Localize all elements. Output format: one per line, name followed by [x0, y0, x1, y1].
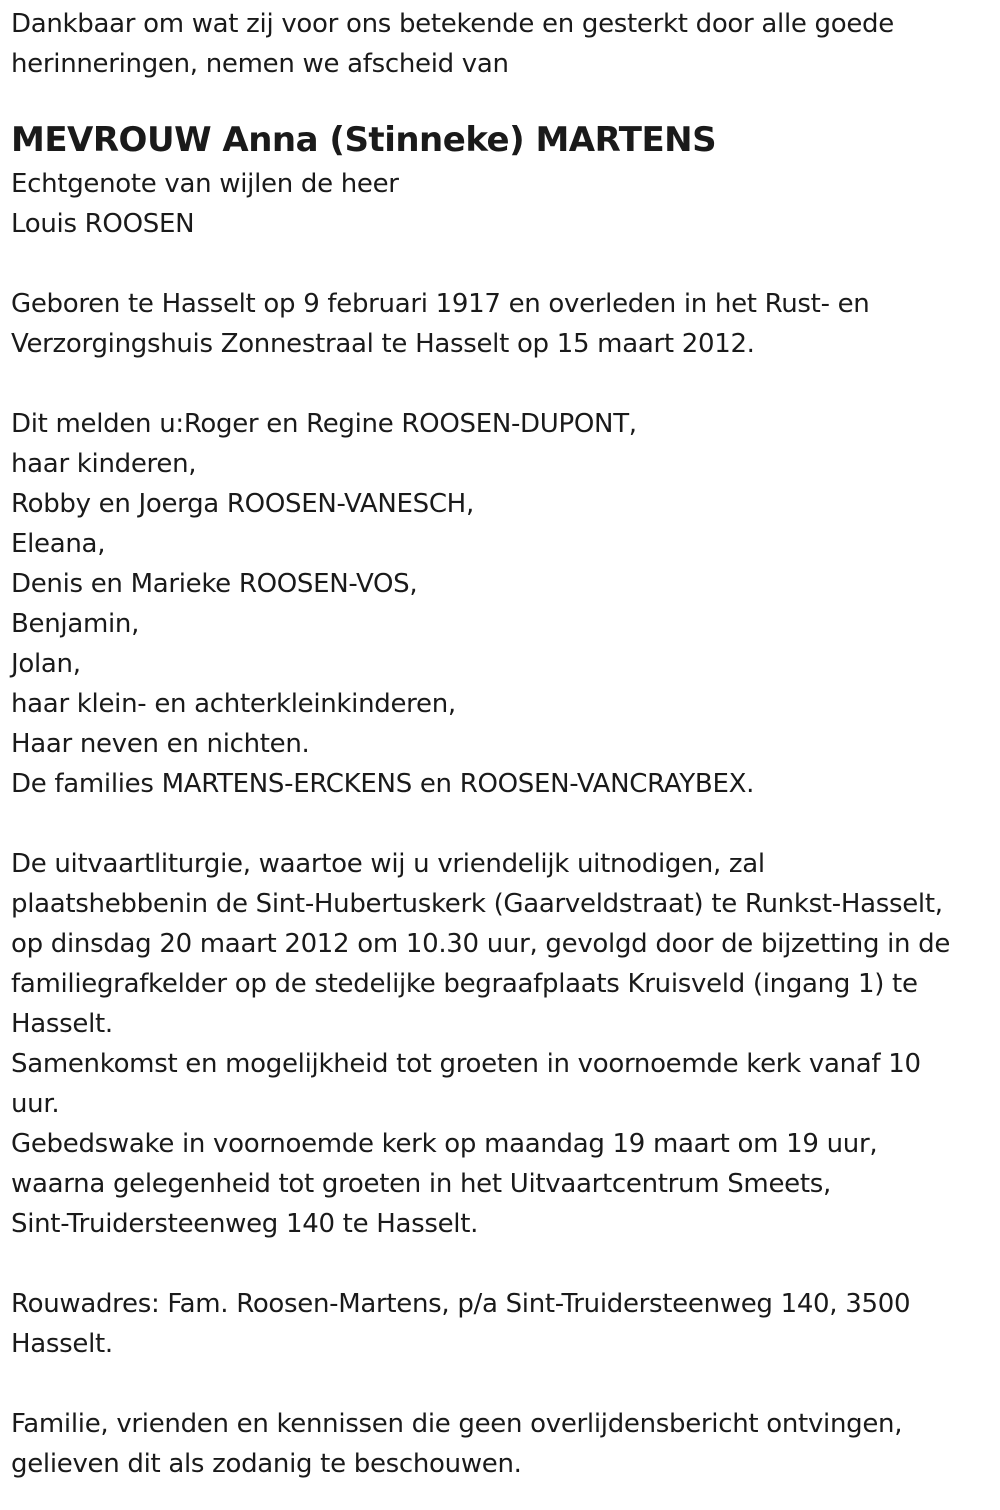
birth-death-paragraph	[11, 284, 989, 364]
announcer-line: Robby en Joerga ROOSEN-VANESCH,	[11, 489, 474, 519]
closing-line: Familie, vrienden en kennissen die geen overlijdensbericht ontvingen,	[11, 1409, 903, 1439]
announcer-line: haar klein- en achterkleinkinderen,	[11, 689, 456, 719]
closing-line: gelieven dit als zodanig te beschouwen.	[11, 1449, 522, 1479]
ceremony-line: waarna gelegenheid tot groeten in het Uitvaartcentrum Smeets,	[11, 1169, 831, 1199]
ceremony-line: De uitvaartliturgie, waartoe wij u vriendelijk uitnodigen, zal	[11, 849, 765, 879]
closing-paragraph	[11, 1404, 989, 1484]
announcer-line: Benjamin,	[11, 609, 140, 639]
spouse-line: Echtgenote van wijlen de heer	[11, 169, 399, 199]
spacer	[11, 364, 989, 404]
ceremony-line: op dinsdag 20 maart 2012 om 10.30 uur, gevolgd door de bijzetting in de	[11, 929, 951, 959]
ceremony-line: familiegrafkelder op de stedelijke begraafplaats Kruisveld (ingang 1) te	[11, 969, 918, 999]
address-line: Rouwadres: Fam. Roosen-Martens, p/a Sint-Truidersteenweg 140, 3500	[11, 1289, 911, 1319]
ceremony-line: Samenkomst en mogelijkheid tot groeten in voornoemde kerk vanaf 10	[11, 1049, 921, 1079]
announcer-line: Eleana,	[11, 529, 106, 559]
intro-line: herinneringen, nemen we afscheid van	[11, 49, 509, 79]
spacer	[11, 804, 989, 844]
ceremony-line: plaatshebbenin de Sint-Hubertuskerk (Gaarveldstraat) te Runkst-Hasselt,	[11, 889, 943, 919]
mourning-address	[11, 1284, 989, 1364]
announcer-line: haar kinderen,	[11, 449, 197, 479]
ceremony-line: Gebedswake in voornoemde kerk op maandag 19 maart om 19 uur,	[11, 1129, 878, 1159]
announcer-line: Haar neven en nichten.	[11, 729, 310, 759]
announcers-list	[11, 404, 989, 804]
spacer	[11, 1244, 989, 1284]
announcer-line: Denis en Marieke ROOSEN-VOS,	[11, 569, 418, 599]
announcer-line: Jolan,	[11, 649, 81, 679]
spacer	[11, 84, 989, 116]
announcer-line: Dit melden u:Roger en Regine ROOSEN-DUPONT,	[11, 409, 637, 439]
ceremony-line: Sint-Truidersteenweg 140 te Hasselt.	[11, 1209, 479, 1239]
address-line: Hasselt.	[11, 1329, 113, 1359]
birth-death-line: Verzorgingshuis Zonnestraal te Hasselt op 15 maart 2012.	[11, 329, 755, 359]
birth-death-line: Geboren te Hasselt op 9 februari 1917 en overleden in het Rust- en	[11, 289, 870, 319]
announcer-line: De families MARTENS-ERCKENS en ROOSEN-VANCRAYBEX.	[11, 769, 755, 799]
deceased-name: MEVROUW Anna (Stinneke) MARTENS	[11, 120, 717, 160]
ceremony-line: Hasselt.	[11, 1009, 113, 1039]
intro-text	[11, 4, 989, 84]
spacer	[11, 1364, 989, 1404]
ceremony-paragraph	[11, 844, 989, 1244]
ceremony-line: uur.	[11, 1089, 60, 1119]
spacer	[11, 244, 989, 284]
spouse-name: Louis ROOSEN	[11, 209, 195, 239]
intro-line: Dankbaar om wat zij voor ons betekende en gesterkt door alle goede	[11, 9, 894, 39]
